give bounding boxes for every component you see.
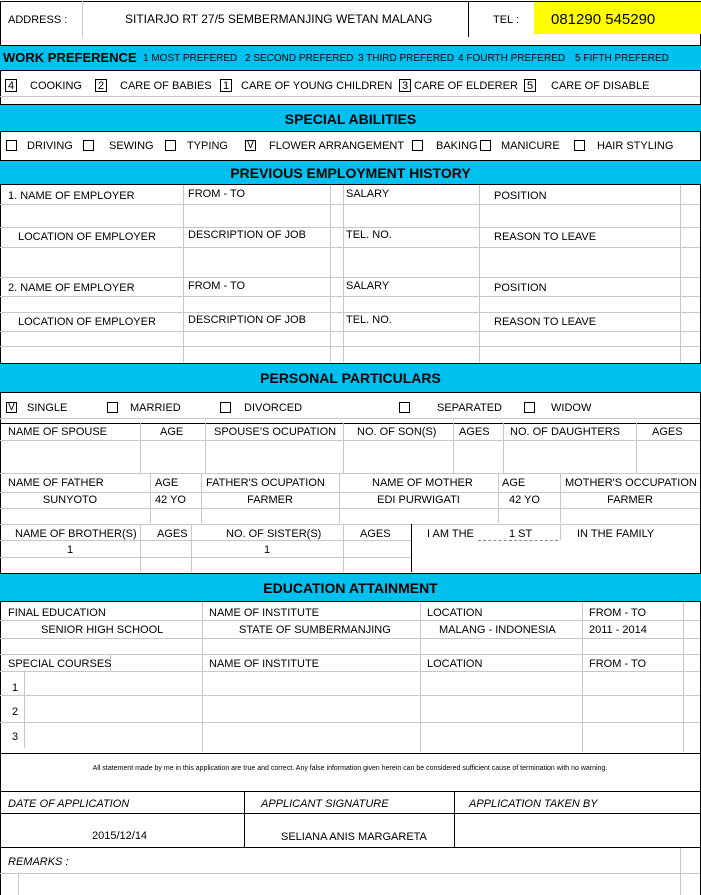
work-preference-title: WORK PREFERENCE [3,50,137,65]
ability-sewing-label: SEWING [109,140,154,152]
application-taken-by-field[interactable] [455,814,699,846]
daughters-label: NO. OF DAUGHTERS [510,426,621,438]
education-title: EDUCATION ATTAINMENT [263,580,438,596]
status-married-label: MARRIED [130,402,181,414]
employer1-reason-label: REASON TO LEAVE [494,231,597,243]
employer2-tel-label: TEL. NO. [346,314,392,326]
brothers-ages-label: AGES [157,528,188,540]
mother-occupation-label: MOTHER'S OCCUPATION [565,477,697,489]
status-separated-label: SEPARATED [437,402,502,414]
applicant-signature-label: APPLICANT SIGNATURE [261,798,389,810]
pref-care-disable-label: CARE OF DISABLE [551,80,650,92]
tel-label: TEL : [493,14,519,26]
special-abilities-bar [0,104,701,132]
employer1-name-label: 1. NAME OF EMPLOYER [8,190,135,202]
personal-bar [0,363,701,393]
address-label: ADDRESS : [8,14,68,26]
checkbox-single[interactable]: V [6,402,17,413]
mother-name-label: NAME OF MOTHER [372,477,473,489]
spouse-name-label: NAME OF SPOUSE [8,426,108,438]
brothers-value[interactable]: 1 [66,544,74,556]
pref-scale-1: 1 MOST PREFERED [143,53,238,64]
checkbox-sewing[interactable] [83,140,94,151]
sisters-ages-label: AGES [360,528,391,540]
employer2-position-label: POSITION [494,282,547,294]
employer1-salary-label: SALARY [346,188,390,200]
final-education-label: FINAL EDUCATION [8,607,106,619]
courses-location-label: LOCATION [427,658,483,670]
from-to-label: FROM - TO [589,607,647,619]
ability-baking-label: BAKING [436,140,478,152]
employer2-from-to-label: FROM - TO [188,280,246,292]
application-taken-by-label: APPLICATION TAKEN BY [469,798,598,810]
father-occupation-label: FATHER'S OCUPATION [206,477,325,489]
ability-manicure-label: MANICURE [501,140,560,152]
special-courses-label: SPECIAL COURSES [8,658,112,670]
rank-care-elderer[interactable]: 3 [399,79,411,92]
course-row-2: 2 [12,706,19,718]
father-occupation-value[interactable]: FARMER [247,494,293,506]
daughters-ages-label: AGES [652,426,683,438]
course-row-3: 3 [12,731,19,743]
ability-driving-label: DRIVING [27,140,73,152]
ability-typing-label: TYPING [187,140,228,152]
spouse-age-label: AGE [160,426,184,438]
sisters-value[interactable]: 1 [263,544,271,556]
location-value[interactable]: MALANG - INDONESIA [439,624,556,636]
status-single-label: SINGLE [27,402,68,414]
pref-cooking-label: COOKING [30,80,82,92]
sons-ages-label: AGES [459,426,490,438]
mother-age-value[interactable]: 42 YO [509,494,540,506]
checkbox-separated[interactable] [399,402,410,413]
employer2-description-label: DESCRIPTION OF JOB [188,314,306,326]
checkbox-manicure[interactable] [480,140,491,151]
checkbox-hair-styling[interactable] [574,140,585,151]
location-label: LOCATION [427,607,483,619]
rank-care-babies[interactable]: 2 [95,79,107,92]
status-widow-label: WIDOW [551,402,592,414]
remarks-label: REMARKS : [8,856,69,868]
i-am-the-label: I AM THE [427,528,474,540]
work-preference-bar [0,45,701,71]
father-age-value[interactable]: 42 YO [155,494,186,506]
checkbox-baking[interactable] [412,140,423,151]
institute-label: NAME OF INSTITUTE [209,607,319,619]
tel-value[interactable]: 081290 545290 [551,11,656,28]
checkbox-typing[interactable] [165,140,176,151]
applicant-signature-value[interactable]: SELIANA ANIS MARGARETA [281,831,427,843]
employer1-from-to-label: FROM - TO [188,188,246,200]
rank-cooking[interactable]: 4 [5,79,17,92]
course-row-1: 1 [12,682,19,694]
employer2-salary-label: SALARY [346,280,390,292]
pref-scale-3: 3 THIRD PREFERED [358,53,454,64]
employer1-position-label: POSITION [494,190,547,202]
pref-scale-2: 2 SECOND PREFERED [245,53,354,64]
spouse-occupation-label: SPOUSE'S OCUPATION [214,426,337,438]
date-of-application-label: DATE OF APPLICATION [8,798,130,810]
remarks-field[interactable] [19,874,679,894]
sisters-label: NO. OF SISTER(S) [226,528,322,540]
pref-care-babies-label: CARE OF BABIES [120,80,212,92]
mother-name-value[interactable]: EDI PURWIGATI [377,494,460,506]
employer1-tel-label: TEL. NO. [346,229,392,241]
from-to-value[interactable]: 2011 - 2014 [589,624,647,636]
rank-care-young-children[interactable]: 1 [220,79,232,92]
checkbox-driving[interactable] [6,140,17,151]
address-value[interactable]: SITIARJO RT 27/5 SEMBERMANJING WETAN MALANG [125,12,433,26]
sons-label: NO. OF SON(S) [357,426,437,438]
employer1-location-label: LOCATION OF EMPLOYER [18,231,156,243]
father-name-label: NAME OF FATHER [8,477,104,489]
checkbox-flower-arrangement[interactable]: V [245,140,256,151]
courses-from-to-label: FROM - TO [589,658,647,670]
pref-care-young-children-label: CARE OF YOUNG CHILDREN [241,80,393,92]
checkbox-widow[interactable] [524,402,535,413]
institute-value[interactable]: STATE OF SUMBERMANJING [239,624,391,636]
employer2-location-label: LOCATION OF EMPLOYER [18,316,156,328]
in-family-label: IN THE FAMILY [577,528,655,540]
father-name-value[interactable]: SUNYOTO [42,494,98,506]
status-divorced-label: DIVORCED [244,402,303,414]
brothers-label: NAME OF BROTHER(S) [15,528,137,540]
ability-flower-arrangement-label: FLOWER ARRANGEMENT [269,140,405,152]
checkbox-divorced[interactable] [220,402,231,413]
father-age-label: AGE [155,477,179,489]
statement-text: All statement made by me in this application are true and correct. Any false information given herein can be considered sufficient cause of termination with no warning. [92,765,608,772]
employment-bar [0,160,701,185]
employment-title: PREVIOUS EMPLOYMENT HISTORY [230,165,471,181]
pref-scale-5: 5 FIFTH PREFERED [575,53,669,64]
ability-hair-styling-label: HAIR STYLING [597,140,674,152]
personal-title: PERSONAL PARTICULARS [260,370,441,386]
employer1-description-label: DESCRIPTION OF JOB [188,229,306,241]
education-bar [0,573,701,602]
special-abilities-title: SPECIAL ABILITIES [284,111,417,127]
rank-care-disable[interactable]: 5 [524,79,536,92]
final-education-value[interactable]: SENIOR HIGH SCHOOL [41,624,164,636]
pref-care-elderer-label: CARE OF ELDERER [414,80,518,92]
employer2-name-label: 2. NAME OF EMPLOYER [8,282,135,294]
mother-age-label: AGE [502,477,526,489]
checkbox-married[interactable] [107,402,118,413]
pref-scale-4: 4 FOURTH PREFERED [458,53,566,64]
courses-institute-label: NAME OF INSTITUTE [209,658,319,670]
mother-occupation-value[interactable]: FARMER [607,494,653,506]
employer2-reason-label: REASON TO LEAVE [494,316,597,328]
date-of-application-value[interactable]: 2015/12/14 [92,830,148,842]
birth-order-value[interactable]: 1 ST [509,528,533,540]
